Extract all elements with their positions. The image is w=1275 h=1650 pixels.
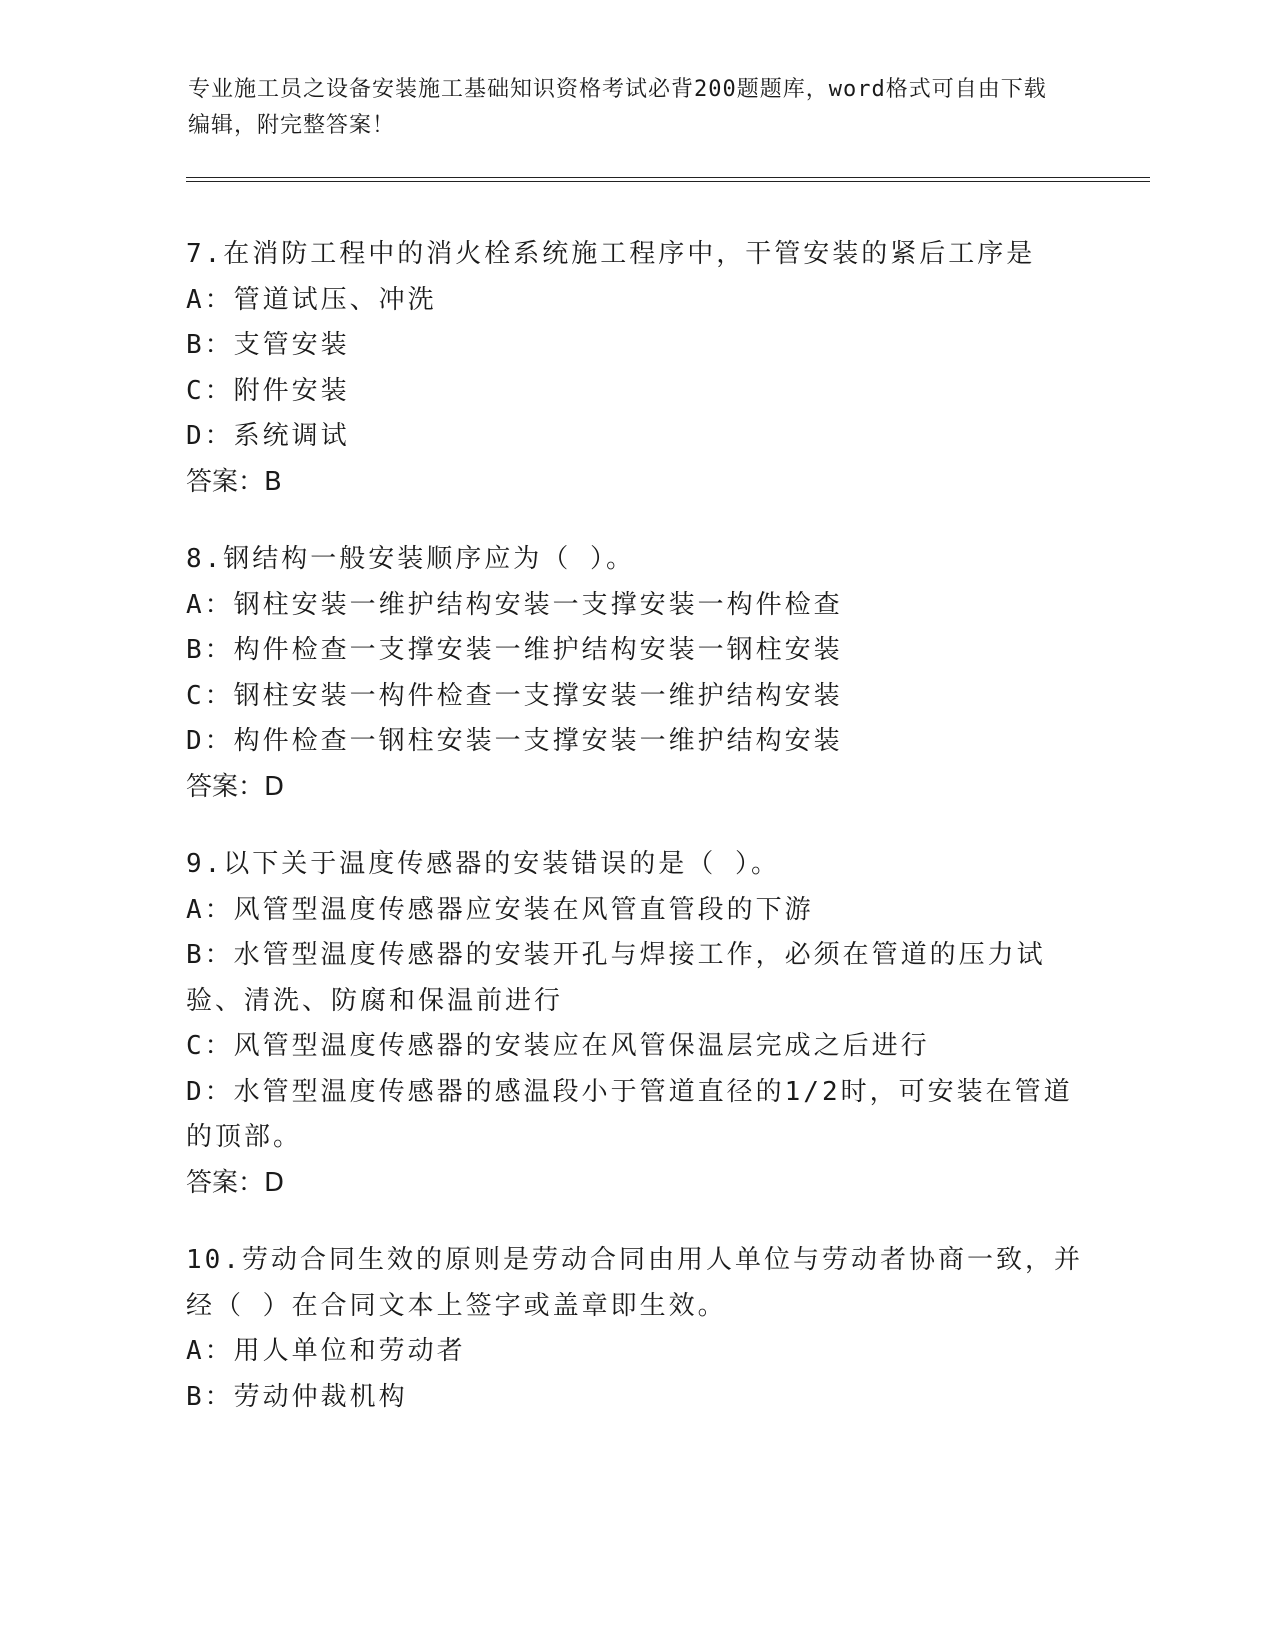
question-stem: 9.以下关于温度传感器的安装错误的是（ ）。 [186, 849, 780, 879]
page-header: 专业施工员之设备安装施工基础知识资格考试必背200题题库，word格式可自由下载编辑，附完整答案！ [188, 77, 1047, 138]
question-stem: 8.钢结构一般安装顺序应为（ ）。 [186, 544, 635, 574]
header-divider [186, 177, 1150, 182]
question-10 [186, 1238, 1086, 1420]
option-a: A：风管型温度传感器应安装在风管直管段的下游 [186, 894, 814, 925]
option-c: C：附件安装 [186, 375, 350, 406]
option-c: C：风管型温度传感器的安装应在风管保温层完成之后进行 [186, 1031, 930, 1061]
option-a: A：用人单位和劳动者 [186, 1336, 466, 1366]
option-b: B：支管安装 [186, 330, 350, 360]
question-stem: 7.在消防工程中的消火栓系统施工程序中，干管安装的紧后工序是 [186, 239, 1036, 269]
option-b: B：劳动仲裁机构 [186, 1381, 408, 1412]
answer: 答案：D [186, 771, 285, 802]
option-b: B：水管型温度传感器的安装开孔与焊接工作，必须在管道的压力试验、清洗、防腐和保温前进行 [186, 940, 1046, 1016]
answer: 答案：D [186, 1167, 285, 1198]
option-d: D：水管型温度传感器的感温段小于管道直径的1/2时，可安装在管道的顶部。 [186, 1076, 1073, 1152]
question-8 [186, 537, 1086, 810]
option-d: D：系统调试 [186, 421, 350, 451]
option-c: C：钢柱安装一构件检查一支撑安装一维护结构安装 [186, 680, 843, 711]
question-9 [186, 842, 1086, 1206]
answer: 答案：B [186, 466, 282, 497]
option-a: A：管道试压、冲洗 [186, 284, 437, 315]
question-7 [186, 232, 1086, 505]
question-list [186, 232, 1086, 1452]
question-stem: 10.劳动合同生效的原则是劳动合同由用人单位与劳动者协商一致，并经（ ）在合同文本上签字或盖章即生效。 [186, 1245, 1083, 1321]
option-a: A：钢柱安装一维护结构安装一支撑安装一构件检查 [186, 589, 843, 620]
option-d: D：构件检查一钢柱安装一支撑安装一维护结构安装 [186, 726, 843, 756]
option-b: B：构件检查一支撑安装一维护结构安装一钢柱安装 [186, 635, 843, 665]
